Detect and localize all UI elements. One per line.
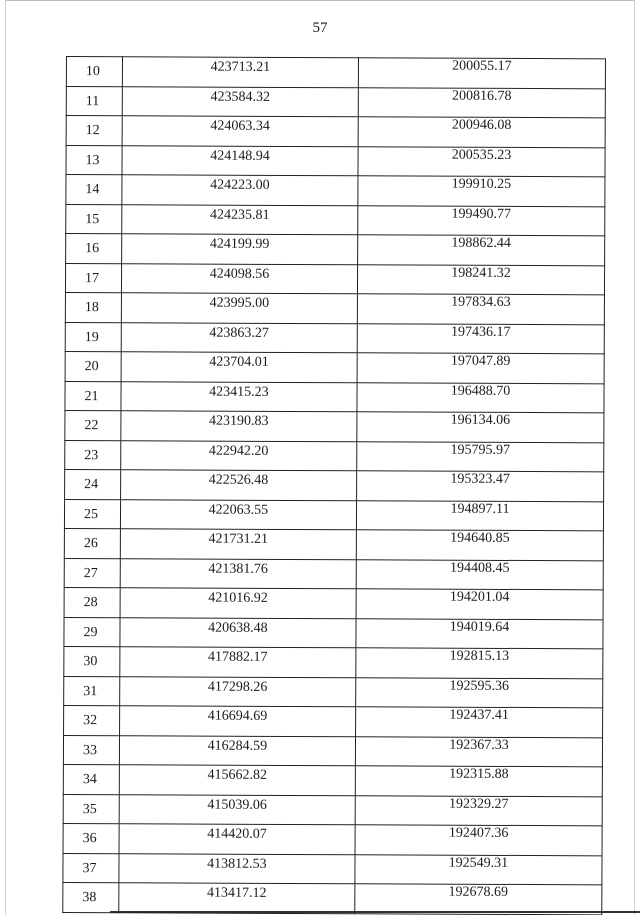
table-row (63, 764, 602, 796)
y-coordinate-cell: 194640.85 (356, 530, 603, 561)
table-row (65, 263, 604, 295)
x-coordinate-cell: 423584.32 (122, 86, 358, 117)
point-number-cell: 10 (66, 57, 122, 87)
scan-edge-top (5, 0, 635, 1)
table-row (66, 234, 605, 266)
point-number-cell: 29 (64, 617, 120, 647)
point-number-cell: 38 (63, 882, 119, 912)
point-number-cell: 37 (63, 853, 119, 883)
table-row (66, 175, 605, 207)
y-coordinate-cell: 195795.97 (357, 441, 604, 472)
table-row (66, 57, 605, 89)
x-coordinate-cell: 424199.99 (121, 234, 357, 265)
point-number-cell: 25 (64, 499, 120, 529)
x-coordinate-cell: 423415.23 (121, 381, 357, 412)
table-row (66, 86, 605, 118)
y-coordinate-cell: 192315.88 (355, 766, 602, 797)
x-coordinate-cell: 422063.55 (120, 499, 356, 530)
scan-edge-left (5, 0, 6, 915)
point-number-cell: 22 (65, 410, 121, 440)
point-number-cell: 11 (66, 86, 122, 116)
y-coordinate-cell: 192815.13 (356, 648, 603, 679)
y-coordinate-cell: 198862.44 (358, 235, 605, 266)
table-row (63, 823, 602, 855)
point-number-cell: 23 (65, 440, 121, 470)
table-row (64, 558, 603, 590)
x-coordinate-cell: 416284.59 (119, 735, 355, 766)
table-row (64, 705, 603, 737)
point-number-cell: 17 (65, 263, 121, 293)
point-number-cell: 32 (64, 705, 120, 735)
table-row (63, 735, 602, 767)
x-coordinate-cell: 416694.69 (119, 706, 355, 737)
table-row (66, 116, 605, 148)
x-coordinate-cell: 417882.17 (120, 647, 356, 678)
table-row (65, 440, 604, 472)
y-coordinate-cell: 195323.47 (357, 471, 604, 502)
y-coordinate-cell: 192549.31 (355, 854, 602, 885)
y-coordinate-cell: 194019.64 (356, 618, 603, 649)
x-coordinate-cell: 415662.82 (119, 765, 355, 796)
x-coordinate-cell: 423995.00 (121, 293, 357, 324)
y-coordinate-cell: 196134.06 (357, 412, 604, 443)
y-coordinate-cell: 194201.04 (356, 589, 603, 620)
x-coordinate-cell: 413812.53 (119, 853, 355, 884)
x-coordinate-cell: 422526.48 (120, 470, 356, 501)
page-number: 57 (312, 20, 328, 36)
table-row (64, 676, 603, 708)
coordinates-table (62, 56, 606, 915)
y-coordinate-cell: 192595.36 (356, 677, 603, 708)
x-coordinate-cell: 424098.56 (121, 263, 357, 294)
point-number-cell: 12 (66, 116, 122, 146)
x-coordinate-cell: 417298.26 (120, 676, 356, 707)
point-number-cell: 13 (66, 145, 122, 175)
y-coordinate-cell: 197834.63 (357, 294, 604, 325)
table-row (63, 794, 602, 826)
y-coordinate-cell: 192367.33 (355, 736, 602, 767)
table-row (63, 853, 602, 885)
table-row (65, 351, 604, 383)
table-row (65, 381, 604, 413)
x-coordinate-cell: 421016.92 (120, 588, 356, 619)
point-number-cell: 18 (65, 292, 121, 322)
coordinates-table-body (63, 57, 606, 915)
point-number-cell: 35 (63, 794, 119, 824)
table-row (64, 587, 603, 619)
table-row (64, 646, 603, 678)
y-coordinate-cell: 199910.25 (358, 176, 605, 207)
y-coordinate-cell: 192329.27 (355, 795, 602, 826)
table-row (66, 145, 605, 177)
point-number-cell: 16 (66, 234, 122, 264)
x-coordinate-cell: 422942.20 (121, 440, 357, 471)
point-number-cell: 21 (65, 381, 121, 411)
x-coordinate-cell: 414420.07 (119, 824, 355, 855)
point-number-cell: 33 (63, 735, 119, 765)
table-row (65, 469, 604, 501)
table-row (63, 882, 602, 914)
y-coordinate-cell: 199490.77 (358, 205, 605, 236)
y-coordinate-cell: 192437.41 (355, 707, 602, 738)
x-coordinate-cell: 424063.34 (122, 116, 358, 147)
x-coordinate-cell: 424148.94 (122, 145, 358, 176)
y-coordinate-cell: 196488.70 (357, 382, 604, 413)
table-row (66, 204, 605, 236)
x-coordinate-cell: 415039.06 (119, 794, 355, 825)
table-row (65, 292, 604, 324)
y-coordinate-cell: 198241.32 (357, 264, 604, 295)
x-coordinate-cell: 423713.21 (122, 57, 358, 88)
point-number-cell: 19 (65, 322, 121, 352)
table-row (64, 617, 603, 649)
table-row (65, 322, 604, 354)
x-coordinate-cell: 421381.76 (120, 558, 356, 589)
scan-edge-right (634, 0, 635, 915)
y-coordinate-cell: 194897.11 (356, 500, 603, 531)
point-number-cell: 15 (66, 204, 122, 234)
x-coordinate-cell: 421731.21 (120, 529, 356, 560)
y-coordinate-cell: 200535.23 (358, 146, 605, 177)
y-coordinate-cell: 200946.08 (358, 117, 605, 148)
point-number-cell: 28 (64, 587, 120, 617)
table-row (65, 410, 604, 442)
point-number-cell: 30 (64, 646, 120, 676)
point-number-cell: 26 (64, 528, 120, 558)
table-row (64, 528, 603, 560)
y-coordinate-cell: 192678.69 (355, 884, 602, 915)
point-number-cell: 24 (65, 469, 121, 499)
y-coordinate-cell: 197047.89 (357, 353, 604, 384)
point-number-cell: 14 (66, 175, 122, 205)
x-coordinate-cell: 420638.48 (120, 617, 356, 648)
point-number-cell: 36 (63, 823, 119, 853)
table-row (64, 499, 603, 531)
y-coordinate-cell: 200816.78 (358, 87, 605, 118)
x-coordinate-cell: 423704.01 (121, 352, 357, 383)
point-number-cell: 20 (65, 351, 121, 381)
y-coordinate-cell: 197436.17 (357, 323, 604, 354)
x-coordinate-cell: 424223.00 (122, 175, 358, 206)
y-coordinate-cell: 200055.17 (358, 58, 605, 89)
x-coordinate-cell: 423190.83 (121, 411, 357, 442)
y-coordinate-cell: 194408.45 (356, 559, 603, 590)
y-coordinate-cell: 192407.36 (355, 825, 602, 856)
x-coordinate-cell: 423863.27 (121, 322, 357, 353)
x-coordinate-cell: 424235.81 (122, 204, 358, 235)
point-number-cell: 31 (64, 676, 120, 706)
x-coordinate-cell: 413417.12 (119, 883, 355, 914)
point-number-cell: 34 (63, 764, 119, 794)
point-number-cell: 27 (64, 558, 120, 588)
